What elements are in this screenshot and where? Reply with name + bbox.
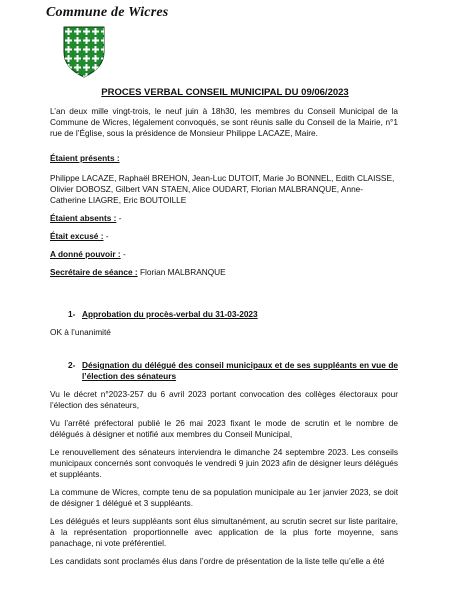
section-1-title: Approbation du procès-verbal du 31-03-2023 — [82, 309, 258, 319]
section-2-paragraph: Le renouvellement des sénateurs interviendra le dimanche 24 septembre 2023. Les conseils municipaux concernés sont convoqués le vendredi 9 juin 2023 afin de désigner leurs délégués et suppléants. — [50, 447, 398, 480]
excuse-line — [50, 231, 398, 242]
section-2-number: 2- — [68, 360, 76, 370]
section-2-paragraph: Vu le décret n°2023-257 du 6 avril 2023 portant convocation des collèges électoraux pour l’élection des sénateurs, — [50, 389, 398, 411]
absents-label: Étaient absents : — [50, 213, 117, 223]
section-2-title: Désignation du délégué des conseil municipaux et de ses suppléants en vue de l’élection des sénateurs — [82, 360, 398, 381]
absents-value: - — [116, 213, 122, 223]
secretaire-label: Secrétaire de séance : — [50, 267, 138, 277]
secretaire-line — [50, 267, 398, 278]
section-2-paragraph: Vu l’arrêté préfectoral publié le 26 mai 2023 fixant le mode de scrutin et le nombre de délégués à désigner et notifié aux membres du Conseil Municipal, — [50, 418, 398, 440]
pouvoir-value: - — [120, 249, 126, 259]
secretaire-value: Florian MALBRANQUE — [137, 267, 226, 277]
presents-label: Étaient présents : — [50, 153, 120, 163]
absents-line — [50, 213, 398, 224]
pouvoir-line — [50, 249, 398, 260]
pouvoir-label: A donné pouvoir : — [50, 249, 121, 259]
presents-list: Philippe LACAZE, Raphaël BREHON, Jean-Luc DUTOIT, Marie Jo BONNEL, Edith CLAISSE, Olivier DOBOSZ, Gilbert VAN STAEN, Alice OUDART, Florian MALBRANQUE, Anne-Catherine LIAGRE, Eric BOUTOILLE — [50, 173, 395, 206]
commune-name: Commune de Wicres — [46, 5, 169, 20]
excuse-value: - — [103, 231, 109, 241]
section-1-number: 1- — [68, 309, 76, 319]
document-title: PROCES VERBAL CONSEIL MUNICIPAL DU 09/06/2023 — [101, 87, 349, 98]
intro-paragraph: L’an deux mille vingt-trois, le neuf juin à 18h30, les membres du Conseil Municipal de la Commune de Wicres, légalement convoqués, se sont réunis salle du Conseil de la Mairie, n°1 rue de l’Église, sous la présidence de Monsieur Philippe LACAZE, Maire. — [50, 106, 398, 139]
section-2-paragraph: Les délégués et leurs suppléants sont élus simultanément, au scrutin secret sur liste paritaire, à la représentation proportionnelle avec application de la plus forte moyenne, sans panachage, ni vote préférentiel. — [50, 516, 398, 549]
presents-heading — [50, 153, 398, 164]
section-2-paragraph: La commune de Wicres, compte tenu de sa population municipale au 1er janvier 2023, se doit de désigner 1 délégué et 3 suppléants. — [50, 487, 398, 509]
section-2-paragraph: Les candidats sont proclamés élus dans l’ordre de présentation de la liste telle qu’elle a été — [50, 556, 385, 566]
coat-of-arms-logo — [63, 26, 105, 78]
excuse-label: Était excusé : — [50, 231, 104, 241]
section-1-heading — [68, 309, 398, 321]
section-1-result: OK à l’unanimité — [50, 327, 111, 337]
section-2-heading — [68, 360, 398, 384]
